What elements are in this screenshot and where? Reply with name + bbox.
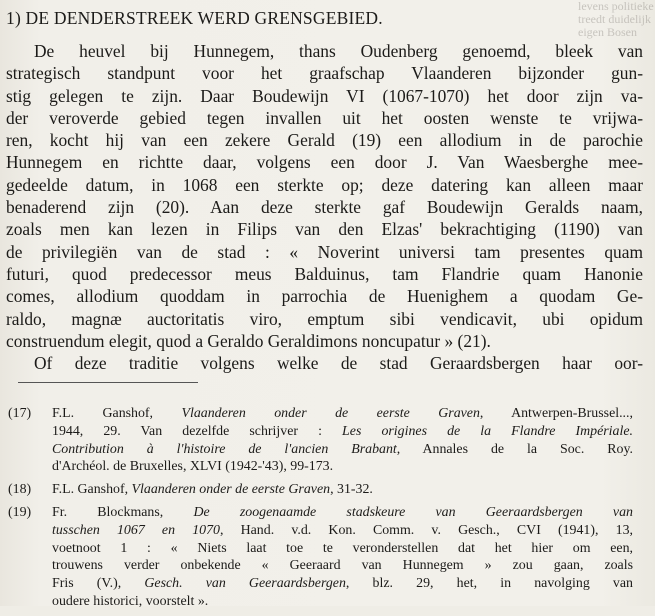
footnote-title: Vlaanderen onder de eerste Graven <box>181 406 480 421</box>
bleed-line: treedt duidelijk <box>578 12 651 26</box>
footnote-line: d'Archéol. de Bruxelles, XLVI (1942-'43), 99-173. <box>52 459 334 475</box>
footnote-separator <box>18 382 198 383</box>
footnote-title: tusschen 1067 en 1070 <box>52 522 220 538</box>
footnote-17 <box>8 405 633 476</box>
footnote-number: (19) <box>8 504 32 520</box>
bleed-line: eigen Bosen <box>578 25 637 39</box>
body-line: comes, allodium quoddam in parrochia de Huenighem a quodam Ge- <box>6 286 643 307</box>
body-line: de privilegiën van de stad : « Noverint universi tam presentes quam <box>6 241 643 262</box>
body-line: der veroverde gebied tegen invallen uit het oosten wenste te vrijwa- <box>6 107 643 128</box>
footnote-19 <box>8 504 633 611</box>
footnote-line: voetnoot 1 : « Niets laat toe te veronderstellen dat het hier om een, <box>52 540 633 556</box>
body-line: benaderend zijn (20). Aan deze sterkte gaf Boudewijn Geralds naam, <box>6 197 643 218</box>
body-line: stig gelegen te zijn. Daar Boudewijn VI (1067-1070) het door zijn va- <box>6 85 643 106</box>
footnote-line <box>52 423 633 441</box>
footnote-text: F.L. Ganshof, <box>52 482 132 498</box>
body-line: Hunnegem en richtte daar, volgens een door J. Van Waesberghe mee- <box>6 152 643 173</box>
footnote-line <box>52 575 633 593</box>
footnote-line <box>52 441 633 459</box>
footnote-title: Vlaanderen onder de eerste Graven <box>131 482 331 498</box>
body-line: De heuvel bij Hunnegem, thans Oudenberg genoemd, bleek van <box>34 41 643 61</box>
bleed-through-text <box>578 0 655 42</box>
footnote-text: , Antwerpen-Brussel..., <box>479 406 633 421</box>
bleed-line: levens politieke <box>578 0 654 13</box>
footnote-title: Contribution à l'histoire de l'ancien Brabant <box>52 441 397 457</box>
footnote-number: (18) <box>8 482 32 498</box>
body-line: strategisch standpunt voor het graafschap Vlaanderen bijzonder gun- <box>6 63 643 84</box>
footnote-text: , Hand. v.d. Kon. Comm. v. Gesch., CVI (1941), 13, <box>219 522 633 538</box>
footnote-text: F.L. Ganshof, <box>52 406 182 421</box>
footnote-text: , Annales de la Soc. Roy. <box>396 441 633 457</box>
body-line: ren, kocht hij van een zekere Gerald (19) een allodium in de parochie <box>6 130 643 151</box>
body-line: futuri, quod predecessor meus Balduinus, tam Flandrie quam Hanonie <box>6 263 643 284</box>
body-line: raldo, magnæ auctoritatis viro, emptum sibi vendicavit, ubi opidum <box>6 308 643 329</box>
footnote-title: De zoogenaamde stadskeure van Geeraardsbergen van <box>193 504 633 520</box>
body-line: zoals men kan lezen in Filips van den Elzas' bekrachtiging (1190) van <box>6 219 643 240</box>
footnote-line: oudere historici, voorstelt ». <box>52 593 209 609</box>
footnote-number: (17) <box>8 406 32 421</box>
footnote-line <box>52 522 633 540</box>
body-line: gedeelde datum, in 1068 een sterkte op; deze datering kan alleen maar <box>6 174 643 195</box>
footnote-line <box>52 504 633 522</box>
section-heading: 1) DE DENDERSTREEK WERD GRENSGEBIED. <box>6 8 383 28</box>
footnote-line <box>52 481 633 499</box>
footnote-text: , 31-32. <box>330 482 373 498</box>
body-line: Of deze traditie volgens welke de stad Geraardsbergen haar oor- <box>34 353 643 374</box>
footnote-line <box>52 405 633 423</box>
footnote-line: trouwens verder onbekende « Geeraard van Hunnegem » zou gaan, zoals <box>52 558 633 574</box>
footnote-text: 1944, 29. Van dezelfde schrijver : <box>52 423 343 439</box>
footnote-title: Gesch. van Geeraardsbergen <box>144 576 346 592</box>
footnote-text: Fr. Blockmans, <box>52 504 194 520</box>
body-text <box>6 40 643 374</box>
footnotes <box>8 405 633 616</box>
footnote-18 <box>8 481 633 499</box>
footnote-title: Les origines de la Flandre Impériale. <box>342 423 633 439</box>
body-line: construendum elegit, quod a Geraldo Geraldimons noncupatur » (21). <box>6 330 491 351</box>
footnote-text: , blz. 29, het, in navolging van <box>345 576 633 592</box>
footnote-text: Fris (V.), <box>52 576 145 592</box>
